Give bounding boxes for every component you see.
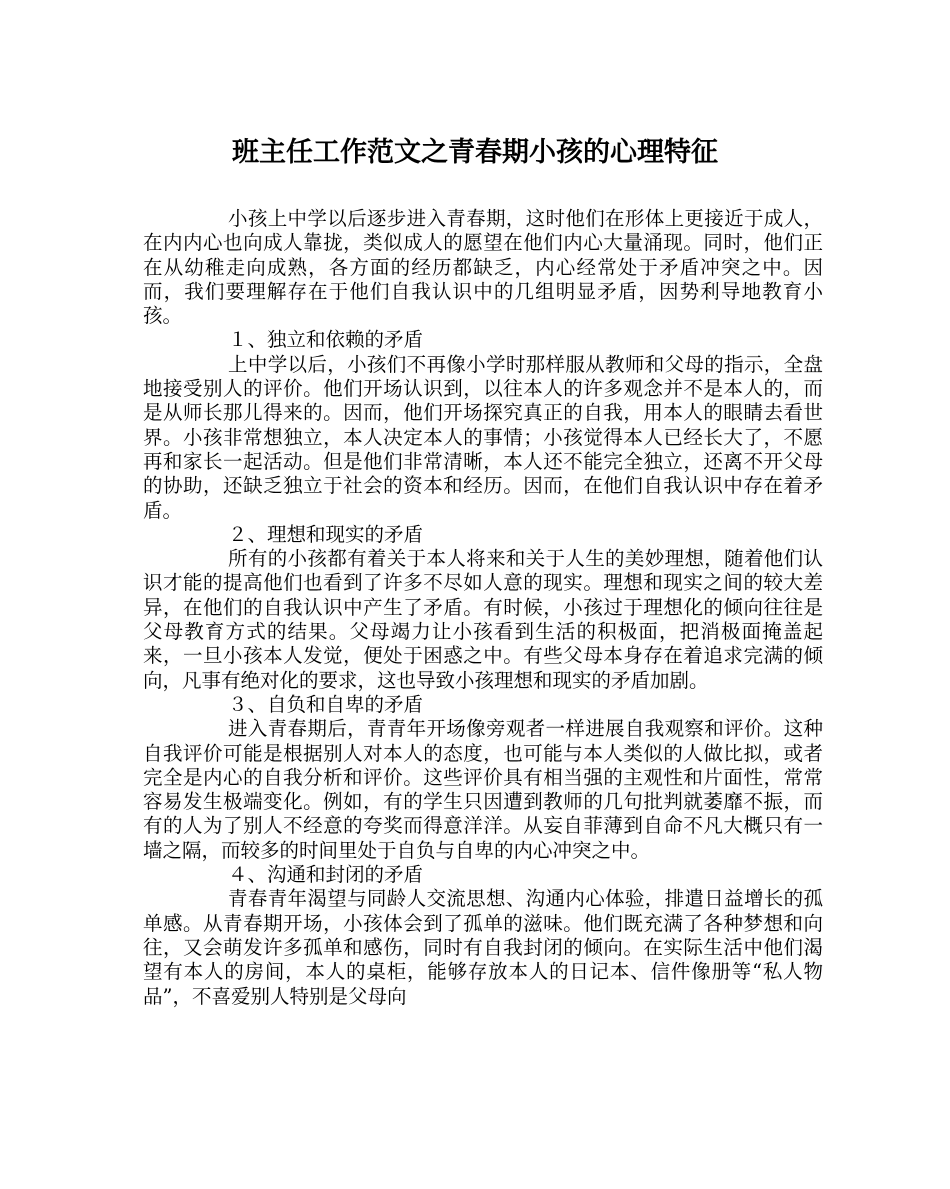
section-heading-confidence: ３、自负和自卑的矛盾 (228, 692, 424, 716)
section-heading-ideal-reality: ２、理想和现实的矛盾 (228, 522, 424, 546)
intro-paragraph: 小孩上中学以后逐步进入青春期，这时他们在形体上更接近于成人，在内内心也向成人靠拢，类似成人的愿望在他们内心大量涌现。同时，他们正在从幼稚走向成熟，各方面的经历都缺乏，内心经常处于矛盾冲突之中。因而，我们要理解存在于他们自我认识中的几组明显矛盾，因势利导地教育小孩。 (143, 207, 823, 328)
paragraph-independence: 上中学以后，小孩们不再像小学时那样服从教师和父母的指示，全盘地接受别人的评价。他们开场认识到，以往本人的许多观念并不是本人的，而是从师长那儿得来的。因而，他们开场探究真正的自我，用本人的眼睛去看世界。小孩非常想独立，本人决定本人的事情；小孩觉得本人已经长大了，不愿再和家长一起活动。但是他们非常清晰，本人还不能完全独立，还离不开父母的协助，还缺乏独立于社会的资本和经历。因而，在他们自我认识中存在着矛盾。 (143, 352, 823, 522)
paragraph-confidence: 进入青春期后，青青年开场像旁观者一样进展自我观察和评价。这种自我评价可能是根据别人对本人的态度，也可能与本人类似的人做比拟，或者完全是内心的自我分析和评价。这些评价具有相当强的主观性和片面性，常常容易发生极端变化。例如，有的学生只因遭到教师的几句批判就萎靡不振，而有的人为了别人不经意的夸奖而得意洋洋。从妄自菲薄到自命不凡大概只有一墙之隔，而较多的时间里处于自负与自卑的内心冲突之中。 (143, 717, 823, 862)
document-body (143, 207, 823, 1009)
document-title: 班主任工作范文之青春期小孩的心理特征 (232, 137, 718, 168)
section-heading-communication: ４、沟通和封闭的矛盾 (228, 863, 424, 887)
paragraph-ideal-reality: 所有的小孩都有着关于本人将来和关于人生的美妙理想，随着他们认识才能的提高他们也看到了许多不尽如人意的现实。理想和现实之间的较大差异，在他们的自我认识中产生了矛盾。有时候，小孩过于理想化的倾向往往是父母教育方式的结果。父母竭力让小孩看到生活的积极面，把消极面掩盖起来，一旦小孩本人发觉，便处于困惑之中。有些父母本身存在着追求完满的倾向，凡事有绝对化的要求，这也导致小孩理想和现实的矛盾加剧。 (143, 547, 823, 692)
section-heading-independence: １、独立和依赖的矛盾 (228, 328, 424, 352)
paragraph-communication: 青春青年渴望与同龄人交流思想、沟通内心体验，排遣日益增长的孤单感。从青春期开场，小孩体会到了孤单的滋味。他们既充满了各种梦想和向往，又会萌发许多孤单和感伤，同时有自我封闭的倾向。在实际生活中他们渴望有本人的房间，本人的桌柜，能够存放本人的日记本、信件像册等“私人物品”，不喜爱别人特别是父母向 (143, 887, 823, 1008)
